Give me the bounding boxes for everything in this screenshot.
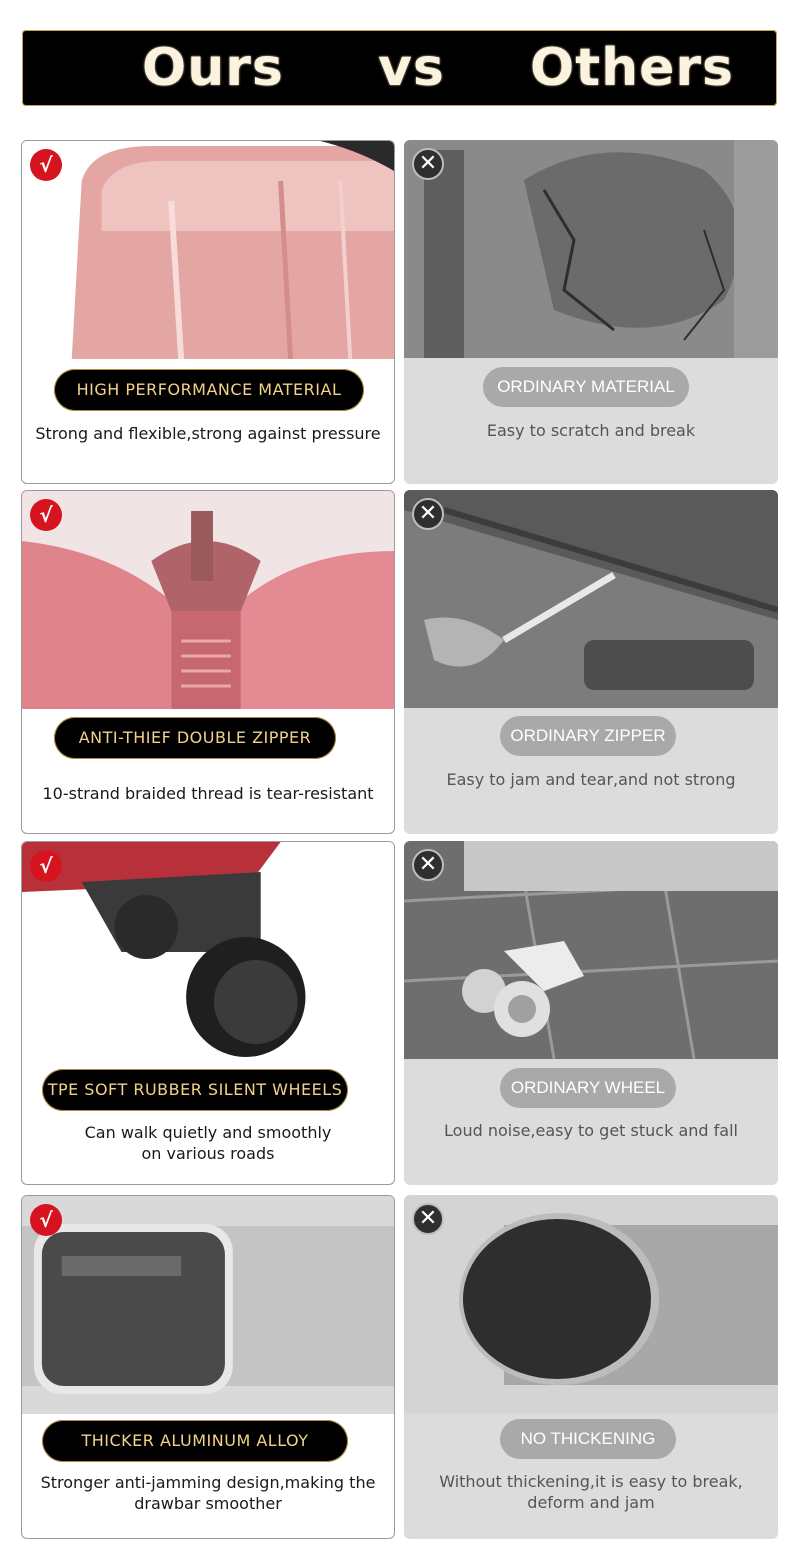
feature-pill: ORDINARY WHEEL (500, 1068, 676, 1108)
cracked-shell-photo (404, 140, 778, 358)
ours-card-wheels (21, 841, 395, 1185)
feature-pill: NO THICKENING (500, 1419, 676, 1459)
comparison-banner (22, 30, 777, 106)
feature-pill: ORDINARY MATERIAL (483, 367, 689, 407)
feature-desc-line: drawbar smoother (134, 1494, 282, 1513)
feature-desc-line: Can walk quietly and smoothly (84, 1123, 332, 1142)
feature-pill: HIGH PERFORMANCE MATERIAL (54, 369, 364, 411)
others-card-aluminum (404, 1195, 778, 1539)
ours-card-zipper (21, 490, 395, 834)
feature-desc (404, 1471, 778, 1513)
others-card-material (404, 140, 778, 484)
broken-zipper-photo (404, 490, 778, 708)
pink-shell-photo (22, 141, 394, 359)
broken-wheel-photo (404, 841, 778, 1059)
feature-pill: ORDINARY ZIPPER (500, 716, 676, 756)
feature-pill: TPE SOFT RUBBER SILENT WHEELS (42, 1069, 348, 1111)
feature-desc: Easy to scratch and break (486, 421, 696, 440)
feature-desc-line: on various roads (141, 1144, 275, 1163)
banner-ours: Ours (142, 38, 284, 98)
pink-zipper-photo (22, 491, 394, 709)
close-icon: ✕ (412, 849, 444, 881)
feature-desc (22, 1472, 394, 1514)
feature-desc: Easy to jam and tear,and not strong (446, 770, 736, 789)
ours-card-aluminum (21, 1195, 395, 1539)
feature-desc-line: Without thickening,it is easy to break, (439, 1472, 743, 1491)
feature-pill: THICKER ALUMINUM ALLOY (42, 1420, 348, 1462)
feature-pill: ANTI-THIEF DOUBLE ZIPPER (54, 717, 336, 759)
feature-desc: Strong and flexible,strong against pressure (35, 424, 381, 443)
thin-tube-photo (404, 1195, 778, 1413)
close-icon: ✕ (412, 148, 444, 180)
check-icon: √ (30, 499, 62, 531)
close-icon: ✕ (412, 498, 444, 530)
others-card-zipper (404, 490, 778, 834)
banner-others: Others (530, 38, 734, 98)
close-icon: ✕ (412, 1203, 444, 1235)
banner-vs: vs (378, 38, 445, 98)
others-card-wheels (404, 841, 778, 1185)
check-icon: √ (30, 850, 62, 882)
ours-card-material (21, 140, 395, 484)
feature-desc: 10-strand braided thread is tear-resistant (42, 784, 374, 803)
feature-desc-line: deform and jam (527, 1493, 655, 1512)
thick-tube-photo (22, 1196, 394, 1414)
feature-desc: Loud noise,easy to get stuck and fall (444, 1121, 738, 1140)
check-icon: √ (30, 1204, 62, 1236)
check-icon: √ (30, 149, 62, 181)
feature-desc-line: Stronger anti-jamming design,making the (40, 1473, 376, 1492)
silent-wheel-photo (22, 842, 394, 1060)
feature-desc (22, 1122, 394, 1164)
